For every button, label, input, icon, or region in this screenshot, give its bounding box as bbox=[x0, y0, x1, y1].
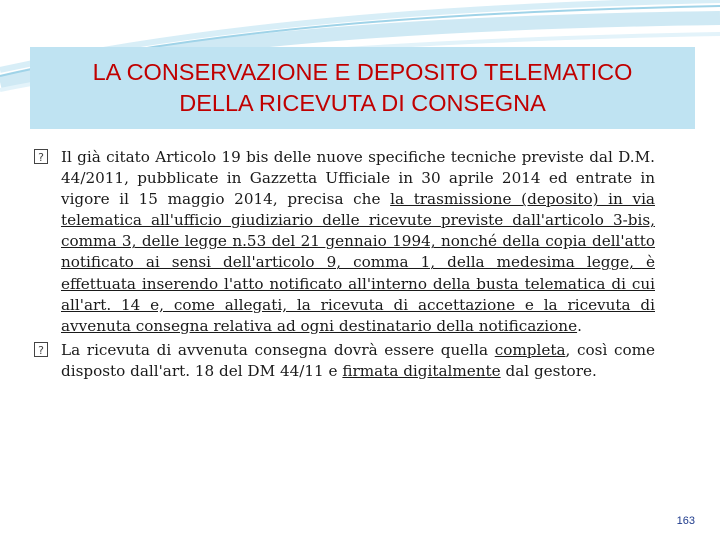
para2-text-3: dal gestore. bbox=[500, 361, 597, 380]
para1-text-2: . bbox=[577, 316, 582, 335]
slide-title-line-1: LA CONSERVAZIONE E DEPOSITO TELEMATICO bbox=[92, 59, 633, 85]
para2-underlined-completa: completa bbox=[494, 340, 566, 359]
bullet-paragraph-2 bbox=[34, 340, 655, 382]
bullet-glyph-icon: ? bbox=[34, 342, 48, 357]
bullet-paragraph-1 bbox=[34, 147, 655, 337]
page-number: 163 bbox=[676, 515, 695, 527]
para2-text-1: La ricevuta di avvenuta consegna dovrà essere quella bbox=[61, 340, 495, 359]
para2-text-2: , così come disposto dall'art. 18 del DM 44/11 e bbox=[61, 340, 656, 380]
bullet-glyph-icon: ? bbox=[34, 149, 48, 164]
para1-underlined-text: la trasmissione (deposito) in via telematica all'ufficio giudiziario delle ricevute previste dall'articolo 3-bis, comma 3, delle legge n.53 del 21 gennaio 1994, nonché della copia dell'atto notificato ai sensi dell'articolo 9, comma 1, della medesima legge, è effettuata inserendo l'atto notificato all'interno della busta telematica di cui all'art. 14 e, come allegati, la ricevuta di accettazione e la ricevuta di avvenuta consegna relativa ad ogni destinatario della notificazione bbox=[61, 190, 655, 335]
para2-underlined-firmata: firmata digitalmente bbox=[342, 361, 501, 380]
para1-text-1: Il già citato Articolo 19 bis delle nuove specifiche tecniche previste dal D.M. 44/2011, pubblicate in Gazzetta Ufficiale in 30 aprile 2014 ed entrate in vigore il 15 maggio 2014, precisa che bbox=[61, 148, 655, 209]
slide-body bbox=[34, 147, 655, 382]
title-banner bbox=[30, 47, 695, 129]
slide-title-line-2: DELLA RICEVUTA DI CONSEGNA bbox=[179, 90, 546, 116]
